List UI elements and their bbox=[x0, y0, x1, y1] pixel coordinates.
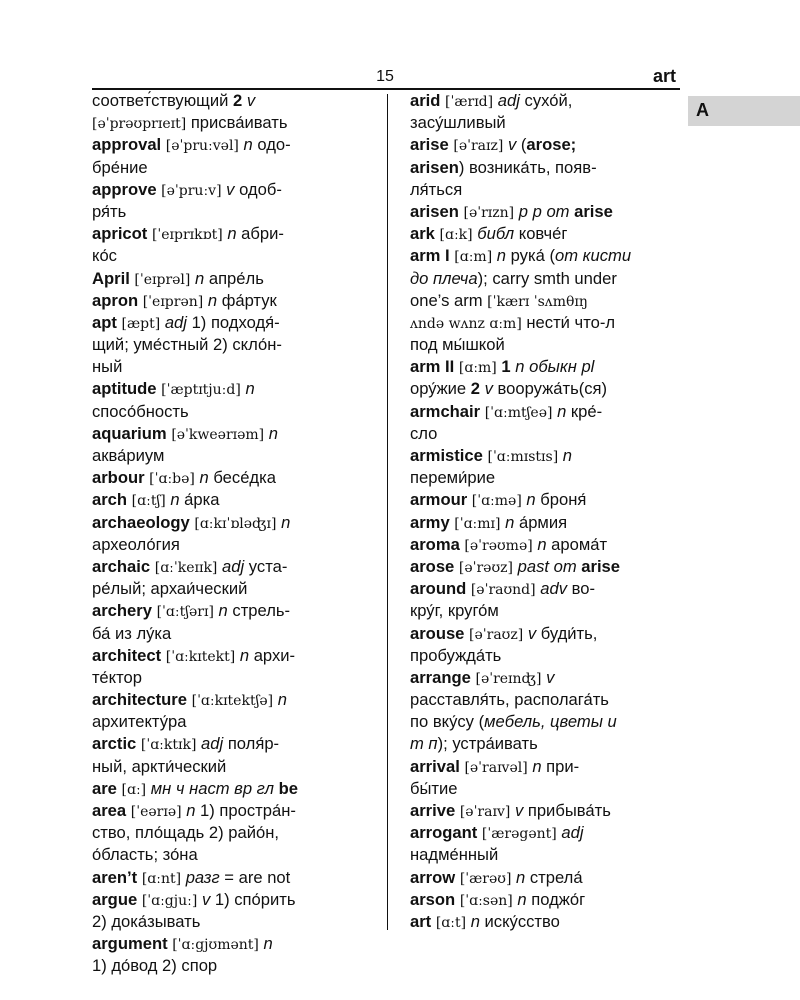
dictionary-line bbox=[92, 445, 375, 467]
dictionary-line bbox=[92, 578, 375, 600]
dictionary-line bbox=[92, 667, 375, 689]
transcription: [ˈɑːmɪstɪs] bbox=[487, 449, 559, 465]
headword: 1 bbox=[501, 357, 511, 377]
transcription: [əˈraɪvəl] bbox=[464, 759, 528, 776]
grammar-label: n bbox=[218, 601, 228, 621]
headword: ark bbox=[410, 224, 440, 244]
dictionary-line bbox=[410, 445, 678, 467]
transcription: [əˈraɪv] bbox=[459, 804, 511, 820]
dictionary-line bbox=[92, 245, 375, 267]
headword: are bbox=[92, 778, 122, 798]
dictionary-line bbox=[410, 889, 678, 911]
grammar-label: n bbox=[537, 534, 547, 554]
transcription: [ɑː] bbox=[121, 781, 147, 798]
headword: arid bbox=[410, 91, 446, 110]
headword: arose bbox=[410, 556, 459, 576]
dictionary-line bbox=[410, 911, 678, 933]
translation-text: при- bbox=[541, 756, 580, 776]
dictionary-line bbox=[410, 290, 678, 312]
transcription: [əˈrɪzn] bbox=[463, 204, 515, 221]
headword: arrogant bbox=[410, 823, 482, 843]
dictionary-line bbox=[410, 112, 678, 134]
translation-text: щий; уме́стный 2) скло́н- bbox=[92, 335, 282, 355]
headword: arbour bbox=[92, 468, 150, 488]
translation-text: ный, аркти́ческий bbox=[92, 756, 227, 776]
dictionary-line bbox=[92, 223, 375, 245]
transcription: [ˈɑːtʃərɪ] bbox=[156, 604, 214, 621]
dictionary-line bbox=[410, 844, 678, 866]
dictionary-line bbox=[410, 134, 678, 156]
grammar-label: n обыкн pl bbox=[515, 357, 595, 377]
headword: around bbox=[410, 579, 471, 599]
translation-text: кре́- bbox=[566, 401, 603, 421]
translation-text: ный bbox=[92, 357, 123, 377]
transcription: [ɑːkɪˈɒləʤɪ] bbox=[194, 515, 277, 532]
grammar-label: v bbox=[546, 667, 555, 687]
dictionary-line bbox=[92, 512, 375, 534]
headword: aptitude bbox=[92, 379, 162, 399]
dictionary-line bbox=[410, 157, 678, 179]
transcription: [ˈɑːktɪk] bbox=[140, 737, 197, 754]
dictionary-line bbox=[410, 867, 678, 889]
dictionary-line bbox=[92, 312, 375, 334]
transcription: [ɑːtʃ] bbox=[131, 493, 166, 510]
dictionary-line bbox=[92, 711, 375, 733]
transcription: [ɑːˈkeɪɪk] bbox=[154, 559, 218, 576]
grammar-label: n bbox=[281, 512, 291, 532]
grammar-label: n bbox=[277, 690, 287, 710]
translation-text: аква́риум bbox=[92, 446, 165, 465]
page-number: 15 bbox=[376, 68, 394, 85]
translation-text: арома́т bbox=[546, 534, 608, 554]
translation-text: буди́ть, bbox=[536, 623, 598, 643]
grammar-label: n bbox=[505, 512, 515, 532]
translation-text: а́рка bbox=[179, 490, 220, 510]
translation-text: по вку́су ( bbox=[410, 712, 485, 732]
translation-text: ) возника́ть, появ- bbox=[458, 157, 597, 177]
translation-text: абри- bbox=[236, 224, 284, 244]
dictionary-line bbox=[410, 245, 678, 267]
dictionary-line bbox=[410, 756, 678, 778]
grammar-label: n bbox=[516, 867, 526, 887]
dictionary-line bbox=[92, 623, 375, 645]
grammar-label: n bbox=[199, 468, 209, 488]
transcription: [ˈeɪprɪkɒt] bbox=[151, 227, 223, 244]
grammar-label: мебель, цветы и bbox=[484, 712, 617, 732]
transcription: [ˈærɪd] bbox=[445, 94, 494, 110]
translation-text: ); carry smth under bbox=[477, 268, 617, 288]
grammar-label: v bbox=[226, 179, 235, 199]
running-head: art bbox=[652, 66, 676, 86]
dictionary-line bbox=[92, 756, 375, 778]
headword: arisen bbox=[410, 201, 464, 221]
translation-text: сло bbox=[410, 423, 438, 443]
dictionary-line bbox=[92, 556, 375, 578]
dictionary-line bbox=[92, 911, 375, 933]
transcription: [əˈkweərɪəm] bbox=[171, 426, 265, 443]
dictionary-line bbox=[92, 378, 375, 400]
translation-text: кру́г, круго́м bbox=[410, 601, 499, 621]
grammar-label: n bbox=[562, 446, 573, 465]
headword: arm I bbox=[410, 246, 455, 266]
dictionary-line bbox=[92, 201, 375, 223]
translation-text: прибыва́ть bbox=[523, 801, 611, 820]
headword: be bbox=[278, 778, 299, 798]
grammar-label: adv bbox=[540, 579, 567, 599]
headword: approve bbox=[92, 179, 162, 199]
headword: arm II bbox=[410, 357, 459, 377]
grammar-label: n bbox=[243, 135, 253, 155]
dictionary-line bbox=[410, 534, 678, 556]
transcription: [ɑːm] bbox=[458, 360, 497, 377]
grammar-label: n bbox=[195, 268, 205, 288]
headword: archaic bbox=[92, 556, 155, 576]
grammar-label: p p от bbox=[518, 201, 570, 221]
headword: arise bbox=[574, 201, 613, 221]
transcription: [əˈrəʊmə] bbox=[464, 537, 533, 554]
translation-text: ( bbox=[516, 135, 527, 155]
translation-text: засу́шливый bbox=[410, 113, 506, 133]
headword: army bbox=[410, 512, 455, 532]
dictionary-line bbox=[410, 623, 678, 645]
dictionary-line bbox=[410, 778, 678, 800]
translation-text: соответ́ствующий bbox=[92, 91, 233, 110]
grammar-label: adj bbox=[561, 823, 584, 843]
translation-text: сухо́й, bbox=[519, 91, 573, 110]
translation-text: = are not bbox=[219, 867, 291, 887]
translation-text: стрель- bbox=[227, 601, 291, 621]
transcription: [ˈɑːgjuː] bbox=[141, 892, 198, 909]
page-header bbox=[92, 64, 678, 88]
transcription: [ɑːnt] bbox=[141, 870, 182, 887]
transcription: [ˈɑːmə] bbox=[471, 493, 522, 510]
headword: aren’t bbox=[92, 867, 142, 887]
headword: April bbox=[92, 268, 135, 288]
transcription: [əˈraɪz] bbox=[453, 138, 504, 155]
grammar-label: adj bbox=[164, 312, 187, 332]
dictionary-line bbox=[410, 223, 678, 245]
headword: arouse bbox=[410, 623, 470, 643]
headword: arctic bbox=[92, 734, 141, 754]
grammar-label: n bbox=[170, 490, 180, 510]
tab-letter: A bbox=[696, 100, 709, 120]
translation-text: ре́лый; архаи́ческий bbox=[92, 579, 248, 599]
translation-text: 1) до́вод 2) спор bbox=[92, 956, 218, 976]
grammar-label: n bbox=[227, 224, 237, 244]
dictionary-line bbox=[92, 401, 375, 423]
grammar-label: n bbox=[532, 756, 542, 776]
dictionary-line bbox=[410, 467, 678, 489]
headword: architecture bbox=[92, 690, 192, 710]
dictionary-line bbox=[92, 822, 375, 844]
dictionary-line bbox=[92, 179, 375, 201]
headword: arise bbox=[581, 556, 621, 576]
grammar-label: мн ч наст вр гл bbox=[150, 778, 275, 798]
dictionary-line bbox=[410, 356, 678, 378]
translation-text: спосо́бность bbox=[92, 401, 189, 421]
translation-text: поджо́г bbox=[526, 889, 586, 909]
dictionary-line bbox=[92, 600, 375, 622]
translation-text: а́рмия bbox=[514, 512, 568, 532]
transcription: [ɑːk] bbox=[439, 227, 473, 244]
dictionary-line bbox=[92, 645, 375, 667]
headword: arson bbox=[410, 889, 460, 909]
dictionary-line bbox=[92, 778, 375, 800]
grammar-label: n bbox=[268, 423, 278, 443]
headword: arose; bbox=[526, 135, 577, 155]
translation-text: археоло́гия bbox=[92, 534, 180, 554]
transcription: [əˈpruːv] bbox=[161, 182, 222, 199]
dictionary-line bbox=[410, 667, 678, 689]
dictionary-line bbox=[92, 423, 375, 445]
transcription: [æpt] bbox=[121, 315, 161, 332]
translation-text: ко́с bbox=[92, 246, 117, 266]
translation-text: ковче́г bbox=[514, 224, 568, 244]
transcription: [ˈeərɪə] bbox=[130, 804, 182, 820]
dictionary-line bbox=[410, 489, 678, 511]
dictionary-line bbox=[92, 334, 375, 356]
translation-text: одо- bbox=[252, 135, 291, 155]
transcription: [ˈeɪprəl] bbox=[134, 271, 191, 288]
translation-text: расставля́ть, располага́ть bbox=[410, 690, 609, 710]
dictionary-line bbox=[92, 733, 375, 755]
transcription: [ˈɑːbə] bbox=[149, 471, 195, 488]
headword: armour bbox=[410, 490, 472, 510]
dictionary-line bbox=[92, 933, 375, 955]
grammar-label: n bbox=[517, 889, 527, 909]
translation-text: архитекту́ра bbox=[92, 712, 187, 732]
transcription: [ˈɑːkɪtekt] bbox=[165, 648, 236, 665]
right-column bbox=[410, 90, 678, 933]
translation-text: ря́ть bbox=[92, 201, 127, 221]
grammar-label: v bbox=[484, 379, 493, 399]
dictionary-line bbox=[410, 512, 678, 534]
grammar-label: т п bbox=[410, 734, 438, 754]
grammar-label: adj bbox=[201, 734, 224, 754]
grammar-label: v bbox=[201, 889, 211, 909]
transcription: [ɑːt] bbox=[435, 914, 467, 931]
dictionary-line bbox=[410, 711, 678, 733]
headword: arch bbox=[92, 490, 132, 510]
grammar-label: v bbox=[246, 91, 256, 110]
translation-text: ба́ из лу́ка bbox=[92, 623, 172, 643]
dictionary-line bbox=[410, 334, 678, 356]
translation-text: надме́нный bbox=[410, 845, 499, 865]
translation-text: бы́тие bbox=[410, 778, 458, 798]
dictionary-line bbox=[410, 600, 678, 622]
dictionary-line bbox=[410, 378, 678, 400]
grammar-label: до плеча bbox=[410, 268, 478, 288]
transcription: [əˈraʊz] bbox=[469, 626, 524, 643]
dictionary-line bbox=[410, 578, 678, 600]
translation-text: пробужда́ть bbox=[410, 645, 502, 665]
transcription: [əˈpruːvəl] bbox=[165, 138, 239, 155]
grammar-label: n bbox=[263, 934, 273, 954]
translation-text: 1) спо́рить bbox=[210, 889, 296, 909]
transcription: [ˈɑːsən] bbox=[459, 892, 513, 909]
dictionary-line bbox=[410, 90, 678, 112]
dictionary-line bbox=[92, 889, 375, 911]
translation-text: броня́ bbox=[535, 490, 587, 510]
headword: arrange bbox=[410, 667, 476, 687]
grammar-label: v bbox=[507, 135, 517, 155]
headword: area bbox=[92, 801, 131, 820]
translation-text: иску́сство bbox=[479, 911, 560, 931]
dictionary-line bbox=[92, 489, 375, 511]
translation-text: стрела́ bbox=[525, 867, 583, 887]
transcription: [ˈɑːkɪtektʃə] bbox=[191, 693, 274, 710]
grammar-label: разг bbox=[185, 867, 220, 887]
dictionary-line bbox=[92, 867, 375, 889]
translation-text: 1) простра́н- bbox=[195, 801, 296, 820]
headword: arrow bbox=[410, 867, 460, 887]
headword: apron bbox=[92, 290, 143, 310]
dictionary-line bbox=[92, 467, 375, 489]
headword: argument bbox=[92, 934, 173, 954]
transcription: [əˈraʊnd] bbox=[470, 582, 536, 599]
grammar-label: v bbox=[527, 623, 537, 643]
translation-text: архи- bbox=[249, 645, 296, 665]
dictionary-line bbox=[92, 157, 375, 179]
column-separator bbox=[387, 94, 388, 930]
grammar-label: adj bbox=[222, 556, 245, 576]
translation-text: ля́ться bbox=[410, 179, 463, 199]
grammar-label: v bbox=[514, 801, 524, 820]
translation-text: те́ктор bbox=[92, 667, 142, 687]
dictionary-line bbox=[92, 290, 375, 312]
translation-text: уста- bbox=[244, 556, 288, 576]
transcription: [əˈrəʊz] bbox=[458, 559, 513, 576]
headword: arrive bbox=[410, 801, 460, 820]
translation-text: одоб- bbox=[234, 179, 282, 199]
headword: argue bbox=[92, 889, 142, 909]
grammar-label: n bbox=[470, 911, 480, 931]
transcription: [ˈærəgənt] bbox=[481, 826, 557, 843]
grammar-label: adj bbox=[497, 91, 520, 110]
dictionary-line bbox=[410, 312, 678, 334]
dictionary-line bbox=[92, 134, 375, 156]
dictionary-line bbox=[410, 645, 678, 667]
translation-text: бре́ние bbox=[92, 157, 148, 177]
dictionary-line bbox=[92, 955, 375, 977]
translation-text: 2) дока́зывать bbox=[92, 911, 201, 931]
transcription: [ˈɑːmɪ] bbox=[454, 515, 501, 532]
dictionary-line bbox=[410, 800, 678, 822]
transcription: [ˈæptɪtjuːd] bbox=[161, 382, 241, 399]
transcription: [ˈærəʊ] bbox=[459, 870, 512, 887]
headword: armistice bbox=[410, 446, 488, 465]
headword: architect bbox=[92, 645, 166, 665]
translation-text: во- bbox=[567, 579, 595, 599]
headword: archery bbox=[92, 601, 157, 621]
dictionary-line bbox=[92, 534, 375, 556]
left-column bbox=[92, 90, 375, 978]
translation-text: one’s arm bbox=[410, 290, 488, 310]
dictionary-line bbox=[92, 112, 375, 134]
transcription: [əˈprəʊprɪeɪt] bbox=[92, 116, 187, 133]
translation-text: под мы́шкой bbox=[410, 335, 505, 355]
translation-text: присва́ивать bbox=[186, 113, 288, 133]
headword: apt bbox=[92, 312, 122, 332]
headword: archaeology bbox=[92, 512, 195, 532]
translation-text: вооружа́ть(ся) bbox=[492, 379, 608, 399]
transcription: [ˈkærɪ ˈsʌmθɪŋ bbox=[487, 293, 588, 310]
dictionary-line bbox=[410, 423, 678, 445]
dictionary-line bbox=[410, 201, 678, 223]
transcription: [ˈɑːmtʃeə] bbox=[484, 404, 553, 421]
translation-text: бесе́дка bbox=[208, 468, 276, 488]
grammar-label: библ bbox=[477, 224, 515, 244]
translation-text: переми́рие bbox=[410, 468, 496, 488]
headword: arrival bbox=[410, 756, 465, 776]
translation-text: нести́ что-л bbox=[521, 312, 616, 332]
grammar-label: past от bbox=[517, 556, 577, 576]
headword: aquarium bbox=[92, 423, 172, 443]
translation-text: апре́ль bbox=[204, 268, 264, 288]
transcription: [ˈeɪprən] bbox=[142, 293, 204, 310]
transcription: ʌndə wʌnz ɑːm] bbox=[410, 315, 522, 332]
dictionary-line bbox=[410, 556, 678, 578]
grammar-label: n bbox=[496, 246, 507, 266]
headword: approval bbox=[92, 135, 166, 155]
dictionary-line bbox=[92, 800, 375, 822]
headword: apricot bbox=[92, 224, 152, 244]
headword: arise bbox=[410, 135, 454, 155]
translation-text: фа́ртук bbox=[217, 290, 277, 310]
dictionary-line bbox=[410, 689, 678, 711]
grammar-label: n bbox=[207, 290, 218, 310]
grammar-label: n bbox=[557, 401, 567, 421]
headword: aroma bbox=[410, 534, 465, 554]
dictionary-line bbox=[410, 822, 678, 844]
translation-text: ство, пло́щадь 2) райо́н, bbox=[92, 823, 279, 843]
grammar-label: n bbox=[186, 801, 196, 820]
headword: 2 bbox=[232, 91, 247, 110]
dictionary-line bbox=[92, 90, 375, 112]
dictionary-line bbox=[92, 689, 375, 711]
translation-text: 1) подходя́- bbox=[186, 312, 280, 332]
grammar-label: n bbox=[245, 379, 255, 399]
grammar-label: n bbox=[526, 490, 536, 510]
translation-text: рука́ ( bbox=[506, 246, 555, 266]
translation-text: ору́жие bbox=[410, 379, 471, 399]
transcription: [ɑːm] bbox=[454, 249, 493, 266]
grammar-label: от кисти bbox=[554, 246, 632, 266]
dictionary-line bbox=[410, 733, 678, 755]
letter-thumb-tab bbox=[688, 96, 800, 126]
dictionary-line bbox=[92, 356, 375, 378]
headword: 2 bbox=[470, 379, 481, 399]
dictionary-line bbox=[92, 844, 375, 866]
dictionary-line bbox=[410, 179, 678, 201]
dictionary-line bbox=[92, 268, 375, 290]
transcription: [ˈɑːgjʊmənt] bbox=[172, 937, 259, 954]
translation-text: о́бласть; зо́на bbox=[92, 845, 198, 865]
translation-text: поля́р- bbox=[223, 734, 280, 754]
headword: art bbox=[410, 911, 436, 931]
translation-text: ); устра́ивать bbox=[437, 734, 538, 754]
headword: armchair bbox=[410, 401, 485, 421]
grammar-label: n bbox=[239, 645, 250, 665]
dictionary-line bbox=[410, 268, 678, 290]
dictionary-line bbox=[410, 401, 678, 423]
headword: arisen bbox=[410, 157, 459, 177]
transcription: [əˈreɪnʤ] bbox=[475, 670, 542, 687]
